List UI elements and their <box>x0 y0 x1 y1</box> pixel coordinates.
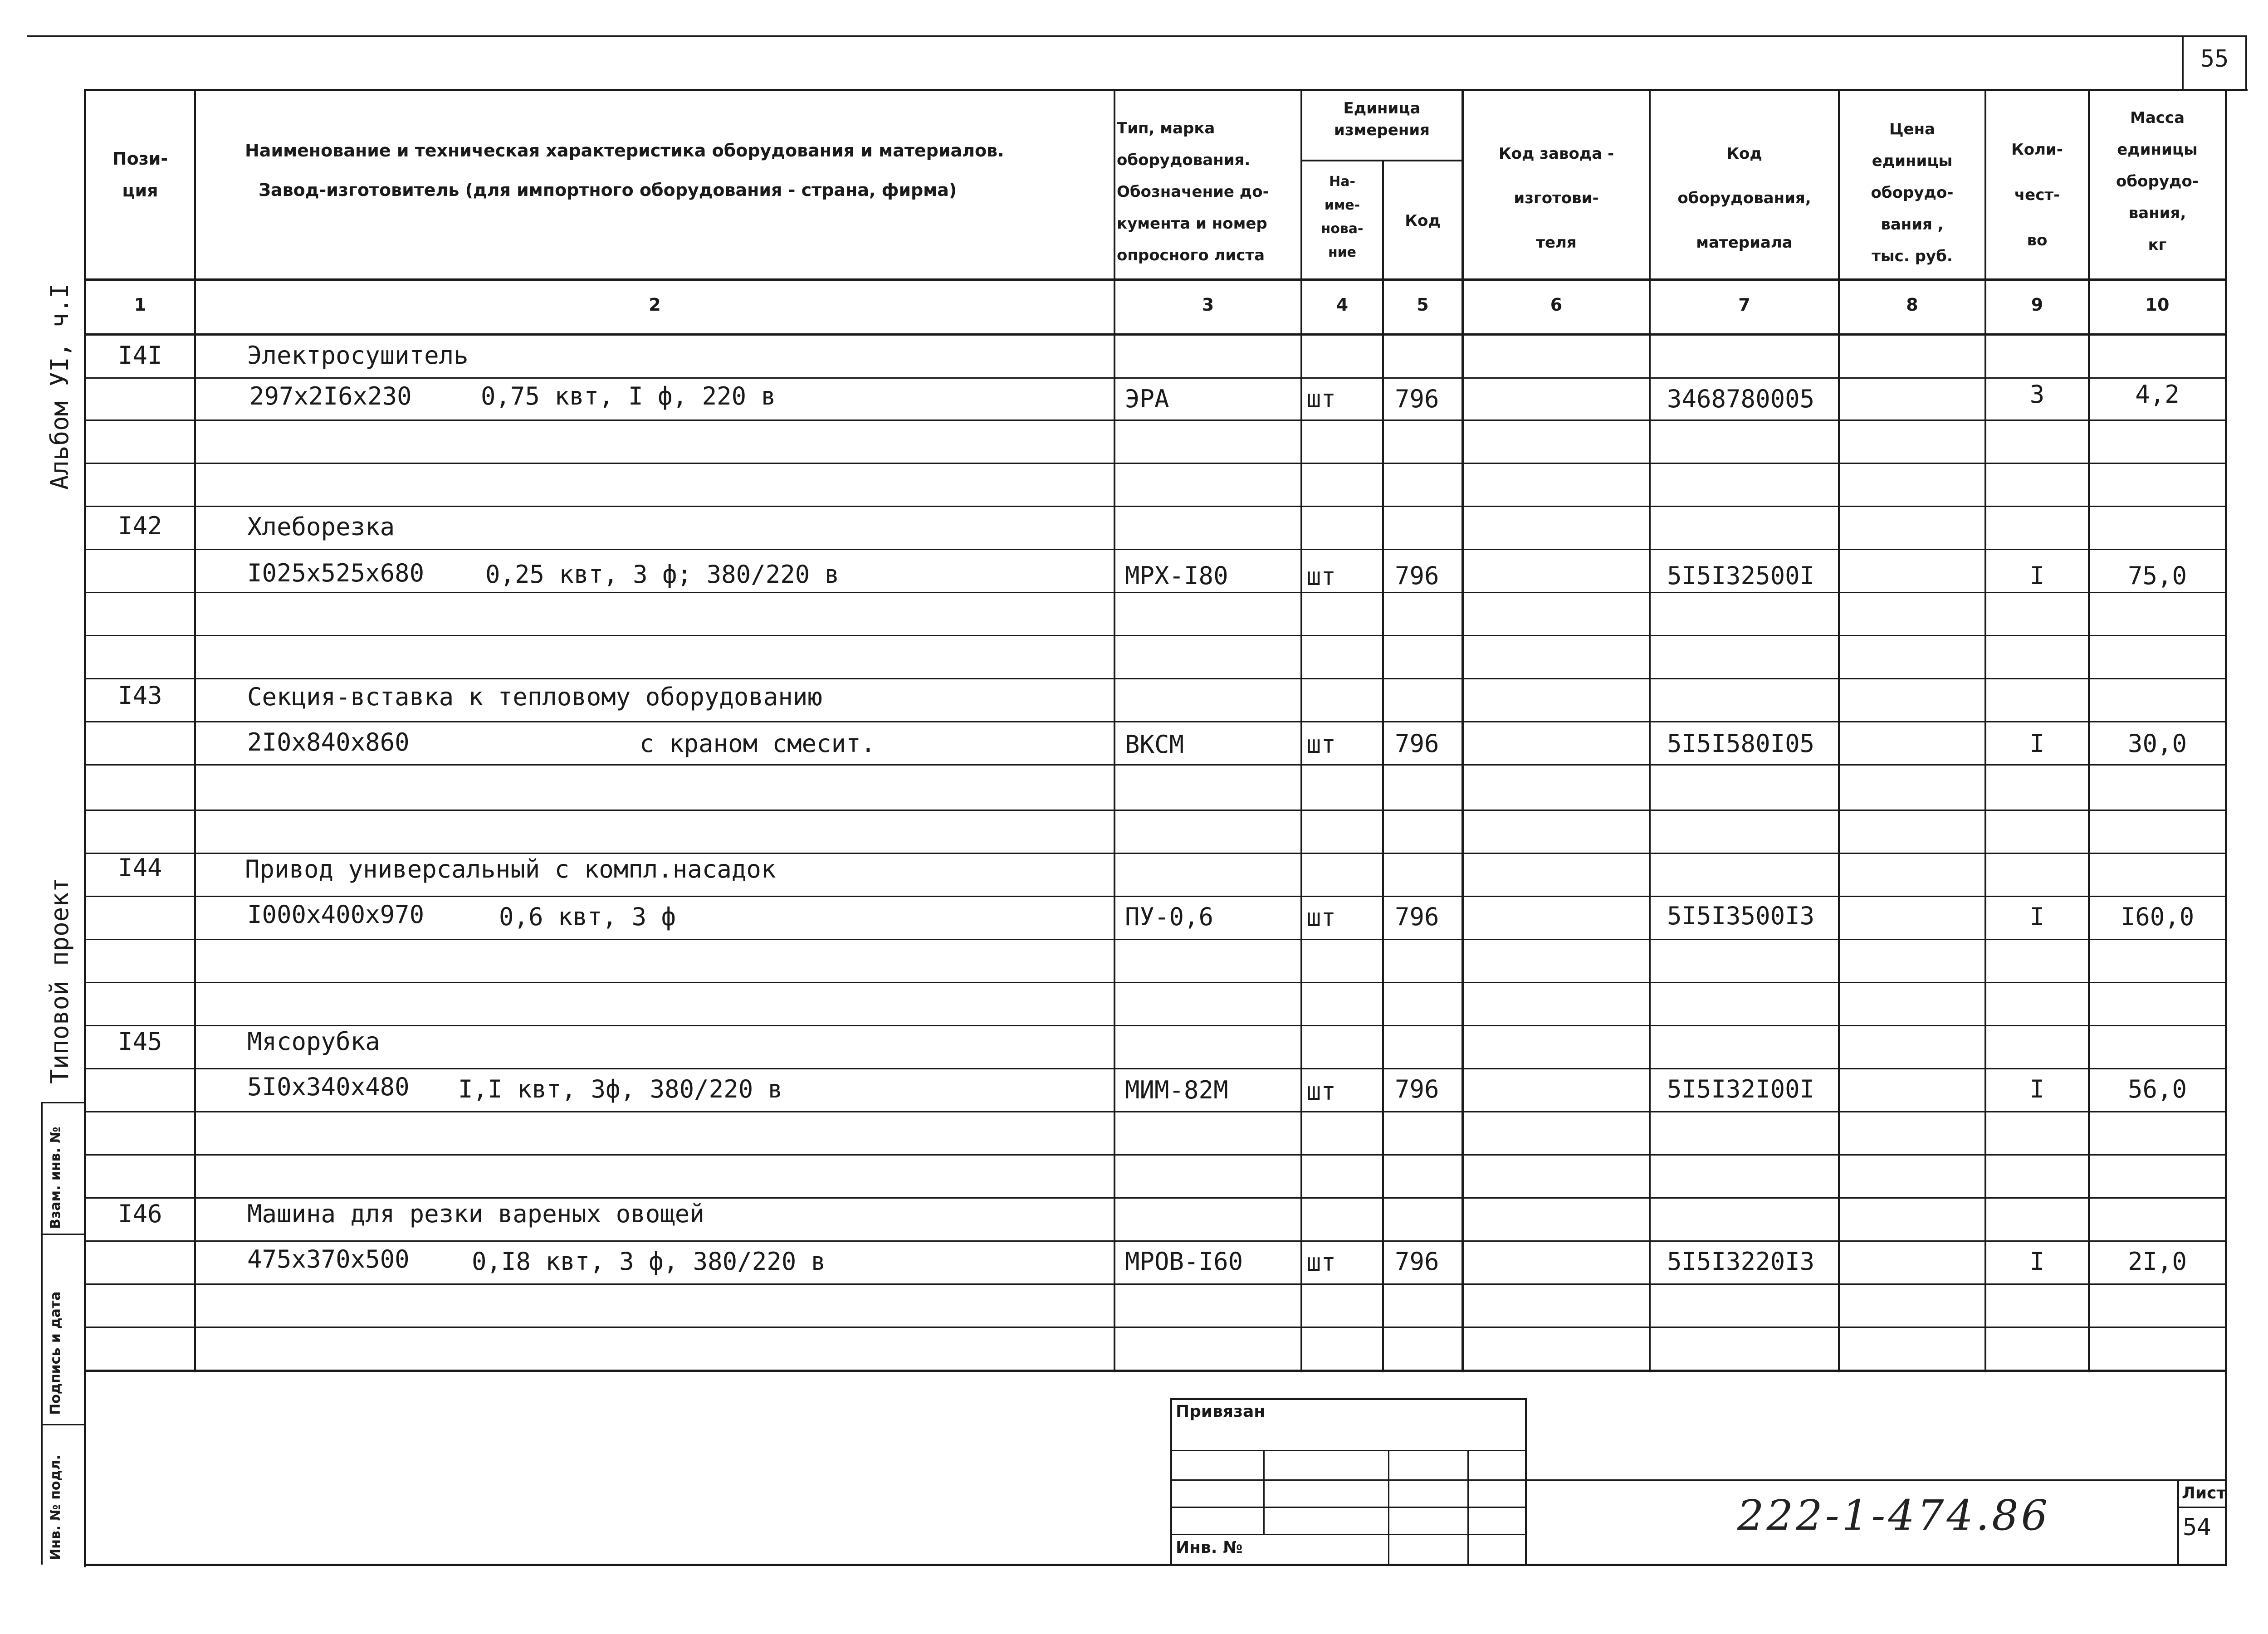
row-line <box>84 810 2225 811</box>
item-mass: 30,0 <box>2127 729 2187 758</box>
stamp-col <box>1263 1450 1265 1534</box>
header-mass: Масса единицы оборудо- вания, кг <box>2116 109 2199 254</box>
vzam-label: Взам. инв. № <box>48 1127 64 1229</box>
header-bottom-border <box>84 278 2225 281</box>
frame-bottom <box>84 1564 2225 1566</box>
header-price: Цена единицы оборудо- вания , тыс. руб. <box>1871 120 1954 265</box>
item-mass: I60,0 <box>2120 902 2195 931</box>
item-position: I4I <box>118 341 162 370</box>
inv-number-label: Инв. № <box>1176 1538 1243 1557</box>
item-quantity: I <box>2029 902 2045 931</box>
item-dimensions: 475x370x500 <box>247 1245 410 1273</box>
row-line <box>84 1025 2225 1026</box>
item-type: ПУ-0,6 <box>1125 902 1214 931</box>
row-line <box>84 982 2225 983</box>
item-dimensions: I025x525x680 <box>247 559 425 587</box>
item-unit-code: 796 <box>1395 729 1439 758</box>
item-spec: 0,25 квт, 3 ф; 380/220 в <box>485 560 840 589</box>
item-unit: шт <box>1306 562 1336 591</box>
item-name: Привод универсальный с компл.насадок <box>245 855 776 883</box>
item-position: I42 <box>118 512 162 540</box>
list-box-left <box>2177 1479 2179 1566</box>
frame-right <box>2225 1370 2227 1566</box>
col-line-2 <box>1114 89 1115 1372</box>
row-line <box>84 463 2225 464</box>
item-type: ВКСМ <box>1125 730 1184 759</box>
col-line-5 <box>1461 89 1464 1372</box>
item-spec: 0,6 квт, 3 ф <box>499 902 676 931</box>
header-equip-code: Код оборудования, материала <box>1677 145 1811 252</box>
item-position: I44 <box>118 854 162 882</box>
row-line <box>84 939 2225 940</box>
item-unit-code: 796 <box>1395 1247 1439 1276</box>
col-number: 4 <box>1336 295 1349 315</box>
stamp-row <box>1170 1507 1526 1508</box>
col-line-1 <box>194 89 196 1372</box>
document-code: 222-1-474.86 <box>1737 1491 2051 1540</box>
row-line <box>84 549 2225 550</box>
binding-strip-line <box>41 1102 43 1565</box>
row-line <box>84 764 2225 766</box>
header-quantity: Коли- чест- во <box>2011 141 2063 249</box>
table-bottom-border <box>84 1370 2225 1372</box>
row-line <box>84 635 2225 636</box>
table-top-border <box>84 89 2248 91</box>
item-quantity: I <box>2029 1075 2045 1103</box>
item-position: I45 <box>118 1027 162 1056</box>
col-line-6 <box>1649 89 1651 1372</box>
header-unit-name: На- име- нова- ние <box>1321 174 1364 260</box>
stamp-col <box>1467 1450 1469 1566</box>
item-mass: 2I,0 <box>2127 1247 2187 1276</box>
item-unit: шт <box>1306 1248 1336 1277</box>
item-name: Мясорубка <box>247 1027 380 1056</box>
item-equip-code: 5I5I580I05 <box>1667 729 1815 758</box>
privyazan-label: Привязан <box>1176 1402 1266 1421</box>
header-name: Наименование и техническая характеристика оборудования и материалов. Завод-изготовитель (для импортного оборудования - страна, фирма) <box>245 141 1004 200</box>
item-quantity: I <box>2029 729 2045 758</box>
item-equip-code: 5I5I32500I <box>1667 561 1815 590</box>
item-equip-code: 3468780005 <box>1667 385 1815 413</box>
col-number: 7 <box>1738 295 1750 315</box>
item-unit-code: 796 <box>1395 902 1439 931</box>
col-number: 10 <box>2145 295 2170 315</box>
list-label: Лист <box>2182 1484 2226 1502</box>
item-unit-code: 796 <box>1395 385 1439 413</box>
item-name: Секция-вставка к тепловому оборудованию <box>247 683 822 711</box>
header-factory-code: Код завода - изготови- теля <box>1498 145 1614 252</box>
top-rule <box>27 35 2182 37</box>
col-line-10 <box>2225 89 2227 1372</box>
page-number: 55 <box>2200 45 2229 73</box>
item-equip-code: 5I5I32I00I <box>1667 1075 1815 1103</box>
stamp-right <box>1525 1398 1527 1566</box>
item-quantity: I <box>2029 561 2045 590</box>
item-spec: 0,I8 квт, 3 ф, 380/220 в <box>472 1247 826 1276</box>
item-position: I46 <box>118 1200 162 1228</box>
item-unit-code: 796 <box>1395 561 1439 590</box>
numbers-bottom-border <box>84 333 2225 336</box>
row-line <box>84 419 2225 421</box>
row-line <box>84 1111 2225 1112</box>
unit-header-split <box>1300 160 1461 161</box>
binding-strip-top <box>41 1102 84 1103</box>
col-line-3 <box>1300 89 1302 1372</box>
binding-strip-sep <box>41 1234 84 1235</box>
binding-strip-sep <box>41 1424 84 1425</box>
item-type: МИМ-82М <box>1125 1076 1228 1104</box>
item-dimensions: 5I0x340x480 <box>247 1073 410 1101</box>
page-box-top <box>2182 35 2247 37</box>
item-name: Машина для резки вареных овощей <box>247 1200 704 1228</box>
title-strip-top <box>1526 1479 2225 1481</box>
row-line <box>84 721 2225 722</box>
row-line <box>84 853 2225 854</box>
stamp-col <box>1388 1450 1389 1566</box>
header-unit: Единица измерения <box>1334 99 1430 139</box>
list-box-mid <box>2177 1507 2225 1508</box>
row-line <box>84 1068 2225 1069</box>
item-type: МРХ-I80 <box>1125 561 1228 590</box>
item-type: ЭРА <box>1125 385 1169 413</box>
header-position: Пози- ция <box>112 149 168 200</box>
stamp-row <box>1170 1534 1526 1535</box>
col-number: 8 <box>1906 295 1918 315</box>
item-quantity: I <box>2029 1247 2045 1276</box>
item-quantity: 3 <box>2029 380 2045 409</box>
row-line <box>84 1240 2225 1242</box>
item-position: I43 <box>118 681 162 710</box>
item-mass: 56,0 <box>2127 1075 2187 1103</box>
item-dimensions: 2I0x840x860 <box>247 728 410 756</box>
album-label: Альбом УI, ч.I <box>45 283 74 490</box>
stamp-top <box>1170 1398 1526 1400</box>
item-type: МРОВ-I60 <box>1125 1247 1243 1276</box>
row-line <box>84 896 2225 897</box>
row-line <box>84 1197 2225 1199</box>
item-spec: с краном смесит. <box>640 729 876 758</box>
item-mass: 4,2 <box>2135 380 2180 409</box>
item-spec: 0,75 квт, I ф, 220 в <box>481 382 776 410</box>
stamp-row <box>1170 1479 1526 1481</box>
item-unit: шт <box>1306 385 1336 413</box>
project-label: Типовой проект <box>45 877 74 1084</box>
col-number: 1 <box>134 295 147 315</box>
list-number: 54 <box>2183 1514 2211 1541</box>
header-type: Тип, марка оборудования. Обозначение до- кумента и номер опросного листа <box>1117 119 1269 264</box>
item-spec: I,I квт, 3ф, 380/220 в <box>458 1075 783 1103</box>
podpis-label: Подпись и дата <box>48 1291 64 1415</box>
col-line-4 <box>1382 160 1384 1372</box>
item-dimensions: I000x400x970 <box>247 900 425 929</box>
item-equip-code: 5I5I3500I3 <box>1667 902 1815 930</box>
item-unit-code: 796 <box>1395 1075 1439 1103</box>
col-number: 3 <box>1202 295 1214 315</box>
inv-podl-label: Инв. № подл. <box>48 1454 64 1560</box>
row-line <box>84 678 2225 679</box>
row-line <box>84 506 2225 507</box>
row-line <box>84 1283 2225 1285</box>
header-unit-code: Код <box>1405 212 1441 230</box>
item-name: Электросушитель <box>247 341 469 370</box>
col-number: 9 <box>2031 295 2043 315</box>
col-number: 6 <box>1550 295 1563 315</box>
col-line-7 <box>1838 89 1840 1372</box>
item-dimensions: 297x2I6x230 <box>249 382 412 410</box>
col-number: 5 <box>1417 295 1429 315</box>
stamp-row <box>1170 1450 1526 1451</box>
stamp-left <box>1170 1398 1172 1566</box>
row-line <box>84 377 2225 379</box>
row-line <box>84 1154 2225 1156</box>
item-mass: 75,0 <box>2127 561 2187 590</box>
item-name: Хлеборезка <box>247 512 395 541</box>
row-line <box>84 1327 2225 1328</box>
item-unit: шт <box>1306 903 1336 932</box>
item-unit: шт <box>1306 1077 1336 1106</box>
row-line <box>84 592 2225 593</box>
item-unit: шт <box>1306 730 1336 759</box>
col-number: 2 <box>649 295 661 315</box>
item-equip-code: 5I5I3220I3 <box>1667 1247 1815 1276</box>
page-box-right <box>2245 35 2247 90</box>
